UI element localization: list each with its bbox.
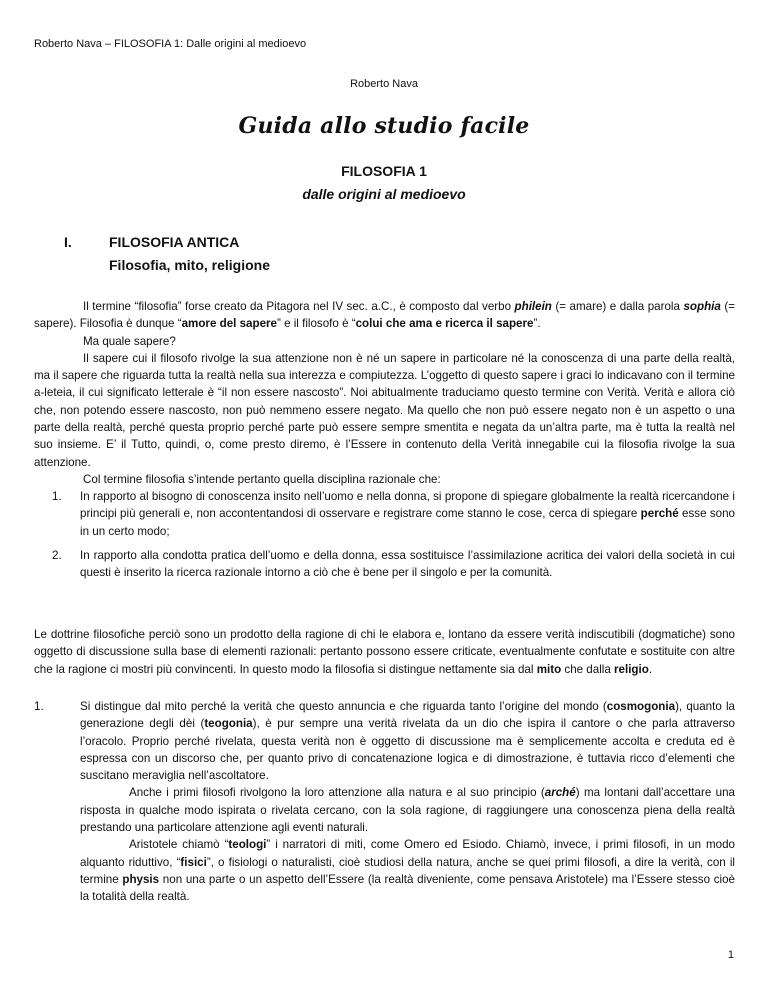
text: Si distingue dal mito perché la verità che questo annuncia e che riguarda tanto l’origine del mondo ( (80, 700, 607, 713)
intro-block (34, 298, 735, 488)
point-paragraph-1 (80, 698, 735, 784)
section-title: FILOSOFIA ANTICA (109, 234, 240, 250)
term-teogonia: teogonia (204, 717, 253, 731)
point-paragraph-2 (80, 784, 735, 836)
list-item (52, 547, 735, 582)
text: ), è pur sempre una verità rivelata da un dio che ispira il cantore o che parla attraverso l’oracolo. Proprio perché rivelata, questa verità non è oggetto di discussione ma è semplicemente accolta e creduta ed è espressa con un discorso che, per quanto privo di concatenazione logica e di dimostrazione, è tuttavia ricco d’elementi che suscitano meraviglia nell’ascoltatore. (80, 717, 735, 783)
text: ”. (533, 317, 541, 331)
text: non una parte o un aspetto dell’Essere (la realtà diveniente, come pensava Aristotele) ma l’Essere stesso cioè la totalità della realtà. (80, 872, 735, 904)
term-religio: religio (614, 662, 649, 676)
text: ”, o fisiologi o naturalisti, cioè studiosi della natura, anche se quei primi filosofi, a dire la verità, con il termine (80, 855, 736, 886)
term-physis: physis (122, 872, 160, 886)
intro-paragraph-1 (34, 298, 735, 333)
text: che dalla (561, 662, 615, 676)
numbered-point (34, 698, 736, 906)
term-arche: arché (544, 786, 576, 800)
point-number: 1. (34, 700, 44, 713)
term-teologi: teologi (228, 838, 267, 852)
text: (= amare) e dalla parola (551, 300, 684, 313)
point-paragraph-3 (80, 836, 735, 905)
term-cosmogonia: cosmogonia (606, 700, 676, 713)
list-item-text (80, 488, 735, 540)
term-sophia: sophia (683, 300, 721, 313)
document-subtitle: dalle origini al medioevo (302, 186, 466, 202)
term-amore-del-sapere: amore del sapere (181, 317, 277, 331)
doctrines-paragraph (34, 626, 735, 678)
text: Le dottrine filosofiche perciò sono un prodotto della ragione di chi le elabora e, lontano da essere verità indiscutibili (dogmatiche) sono oggetto di discussione sulla base di elementi razionali: pertanto possono essere criticate, eventualmente confutate e sostituite con altre che la ragione ci mostri più convincenti. In questo modo la filosofia si distingue nettamente sia dal (34, 628, 735, 676)
term-fisici: fisici (180, 855, 207, 869)
list-item-text: In rapporto alla condotta pratica dell’uomo e della donna, essa sostituisce l’assimilazione acritica dei valori della società in cui questi è inserito la ricerca razionale intorno a ciò che è bene per il singolo e per la comunità. (80, 549, 735, 580)
text: esse sono in un certo modo; (80, 507, 736, 538)
term-philein: philein (514, 300, 552, 313)
text: (= sapere). Filosofia è dunque “ (34, 300, 735, 331)
text: ), quanto la generazione degli dèi ( (80, 700, 735, 731)
text: ) ma lontani dall’accettare una risposta in qualche modo ispirata o rivelata cercano, con la sola ragione, di raggiungere una conoscenza piena della realtà prestando una particolare attenzione agli eventi naturali. (80, 786, 736, 835)
term-colui-che-ama: colui che ama e ricerca il sapere (355, 317, 534, 331)
term-mito: mito (536, 662, 562, 676)
section-subtitle: Filosofia, mito, religione (109, 257, 271, 273)
author-name: Roberto Nava (350, 78, 418, 90)
text: Anche i primi filosofi rivolgono la loro attenzione alla natura e al suo principio ( (129, 786, 545, 800)
list-item-number: 2. (52, 549, 62, 562)
text: ” i narratori di miti, come Omero ed Esiodo. Chiamò, invece, i primi filosofi, in un modo alquanto riduttivo, “ (80, 838, 735, 869)
running-head: Roberto Nava – FILOSOFIA 1: Dalle origini al medioevo (34, 38, 307, 50)
intro-paragraph-4: Col termine filosofia s’intende pertanto quella disciplina razionale che: (83, 472, 441, 486)
term-perche: perché (640, 507, 679, 521)
list-item (52, 488, 736, 540)
text: Aristotele chiamò “ (129, 838, 229, 852)
list-item-number: 1. (52, 490, 62, 503)
intro-paragraph-2: Ma quale sapere? (83, 334, 176, 348)
section-number: I. (64, 234, 72, 250)
text: . (648, 662, 653, 676)
page-number: 1 (727, 949, 734, 961)
text: In rapporto al bisogno di conoscenza insito nell’uomo e nella donna, si propone di spiegare globalmente la realtà ricercandone i principi più generali e, non accontentandosi di osservare e registrare come stanno le cose, cerca di spiegare (80, 490, 735, 521)
text: ” e il filosofo è “ (276, 317, 356, 331)
guide-title: Guida allo studio facile (238, 113, 530, 139)
document-subject: FILOSOFIA 1 (341, 163, 427, 179)
text: Il termine “filosofia” forse creato da Pitagora nel IV sec. a.C., è composto dal verbo (83, 300, 515, 313)
intro-paragraph-3: Il sapere cui il filosofo rivolge la sua attenzione non è né un sapere in particolare né la conoscenza di una parte della realtà, ma il sapere che riguarda tutta la realtà nella sua interezza e compiutezza. L’oggetto di questo sapere i graci lo indicavano con il termine a-leteia, il cui significato letterale è “il non essere nascosto”. Noi abitualmente traduciamo questo termine con Verità. Verità e allora ciò che, non potendo essere nascosto, non può nemmeno essere negato. Ma quello che non può essere negato non è un aspetto o una parte della realtà, perché questa proprio perché parte può essere sempre smentita e negata da un’altra parte, ma è tutta la realtà nel suo insieme. E’ il Tutto, quindi, o, come presto diremo, è l’Essere in contenuto della Verità innegabile cui la filosofia rivolge la sua attenzione. (34, 351, 735, 469)
